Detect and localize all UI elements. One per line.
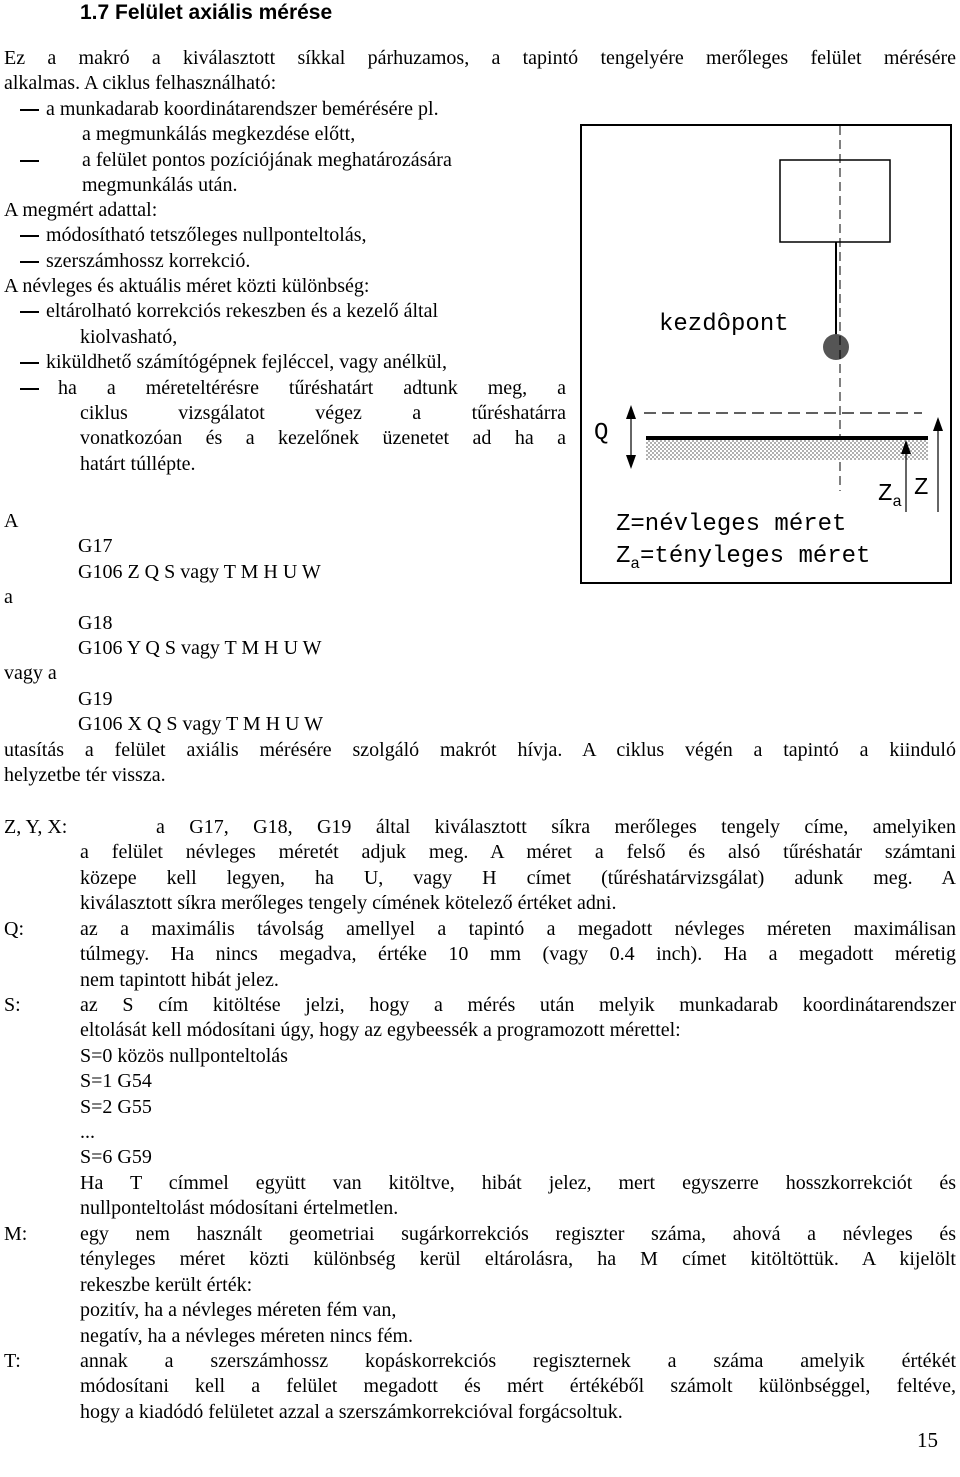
dash-bullet	[20, 311, 39, 313]
syntax-cmd: G106 X Q S vagy T M H U W	[78, 713, 324, 736]
page-number: 15	[917, 1428, 938, 1452]
measured-item: módosítható tetszőleges nullponteltolás,	[4, 223, 574, 248]
uses-item: a felület pontos pozíciójának meghatározására	[4, 148, 574, 173]
diff-item-cont: ciklus vizsgálatot végez a tűréshatárra	[80, 401, 566, 424]
z-arrow-head	[933, 417, 943, 431]
probe-diagram-svg	[582, 126, 950, 582]
param-label: S:	[4, 994, 21, 1016]
param-line: Ha T címmel együtt van kitöltve, hibát jelez, mert egyszerre hosszkorrekciót és	[80, 1171, 956, 1194]
call-paragraph	[4, 738, 956, 789]
intro-paragraph	[4, 46, 956, 97]
param-line: az a maximális távolság amellyel a tapintó a megadott névleges méreten maximálisan	[80, 918, 956, 940]
param-t	[4, 1349, 956, 1425]
uses-item-cont: megmunkálás után.	[82, 174, 238, 197]
probe-diagram	[580, 124, 952, 584]
syntax-a: vagy a	[4, 662, 57, 685]
dash-bullet	[20, 109, 39, 111]
q-label: Q	[594, 420, 609, 447]
param-line: közepe kell legyen, ha U, vagy H címet (tűréshatárvizsgálat) adunk meg. A	[80, 866, 956, 889]
diff-block	[4, 274, 566, 477]
uses-list	[4, 97, 574, 199]
probe-stylus	[835, 242, 837, 342]
param-line: S=2 G55	[80, 1095, 152, 1118]
intro-line: Ez a makró a kiválasztott síkkal párhuzamos, a tapintó tengelyére merőleges felület mérésére	[4, 47, 956, 69]
param-q	[4, 917, 956, 993]
param-line: nullponteltolást módosítani értelmetlen.	[80, 1197, 399, 1220]
param-line: S=0 közös nullponteltolás	[80, 1044, 288, 1067]
syntax-cmd: G106 Z Q S vagy T M H U W	[78, 560, 321, 583]
diff-item: kiküldhető számítógépnek fejléccel, vagy anélkül,	[4, 350, 566, 375]
param-line: negatív, ha a névleges méreten nincs fém.	[80, 1324, 414, 1347]
diff-item-cont: kiolvasható,	[80, 325, 178, 348]
syntax-g17: G17	[78, 535, 113, 558]
param-line: egy nem használt geometriai sugárkorrekciós regiszter száma, ahová a névleges és	[80, 1223, 956, 1245]
param-label: Q:	[4, 918, 24, 940]
param-label: M:	[4, 1223, 28, 1245]
param-line: S=6 G59	[80, 1146, 152, 1169]
call-line: utasítás a felület axiális mérésére szolgáló makrót hívja. A ciklus végén a tapintó a kiinduló	[4, 739, 956, 761]
param-line: ...	[80, 1120, 95, 1143]
param-line: annak a szerszámhossz kopáskorrekciós regiszternek a száma amelyik értékét	[80, 1350, 956, 1372]
param-line: pozitív, ha a névleges méreten fém van,	[80, 1299, 397, 1322]
dash-bullet	[20, 362, 39, 364]
syntax-g19: G19	[78, 687, 113, 710]
dash-bullet	[20, 235, 39, 237]
param-line: módosítani kell a felület megadott és mért értékéből számolt különbséggel, feltéve,	[80, 1375, 956, 1398]
measured-title: A megmért adattal:	[4, 199, 158, 221]
syntax-a: a	[4, 586, 13, 609]
param-line: a felület névleges méretét adjuk meg. A méret a felső és alsó tűréshatár számtani	[80, 841, 956, 864]
intro-line: alkalmas. A ciklus felhasználható:	[4, 72, 277, 95]
param-line: kiválasztott síkra merőleges tengely címének kötelező értéket adni.	[80, 892, 617, 915]
param-line: az S cím kitöltése jelzi, hogy a mérés után melyik munkadarab koordinátarendszer	[80, 994, 956, 1016]
measured-item: szerszámhossz korrekció.	[4, 249, 574, 274]
diff-title: A névleges és aktuális méret közti különbség:	[4, 275, 370, 297]
diff-item-cont: vonatkozóan és a kezelőnek üzenetet ad ha a	[80, 427, 566, 450]
call-line: helyzetbe tér vissza.	[4, 764, 166, 787]
za-label: $Z_a$	[878, 481, 903, 511]
param-line: eltolását kell módosítani úgy, hogy az egybeessék a programozott mérettel:	[80, 1019, 681, 1042]
diff-item: ha a méreteltérésre tűréshatárt adtunk meg, a	[4, 376, 566, 401]
param-label: Z, Y, X:	[4, 816, 68, 838]
legend-actual: $Z_a=tényleges$ méret	[616, 543, 871, 573]
diff-item: eltárolható korrekciós rekeszben és a kezelő által	[4, 299, 566, 324]
param-s	[4, 993, 956, 1222]
syntax-cmd: G106 Y Q S vagy T M H U W	[78, 636, 322, 659]
start-point-label: kezdôpont	[659, 311, 789, 338]
param-line: a G17, G18, G19 által kiválasztott síkra merőleges tengely címe, amelyiken	[156, 816, 956, 838]
diff-item-cont: határt túllépte.	[80, 452, 196, 475]
dash-bullet	[20, 388, 39, 390]
measured-block	[4, 198, 574, 274]
q-arrow-head	[626, 455, 636, 469]
syntax-a: A	[4, 510, 19, 532]
probe-head	[780, 160, 890, 242]
param-label: T:	[4, 1350, 21, 1372]
syntax-g18: G18	[78, 611, 113, 634]
param-line: rekeszbe került érték:	[80, 1273, 253, 1296]
uses-item: a munkadarab koordinátarendszer bemérésére pl.	[4, 97, 574, 122]
q-arrow-head	[626, 405, 636, 419]
syntax-block	[4, 509, 564, 738]
param-line: túlmegy. Ha nincs megadva, értéke 10 mm (vagy 0.4 inch). Ha a megadott méretig	[80, 943, 956, 966]
page-heading: 1.7 Felület axiális mérése	[80, 1, 333, 24]
uses-item-cont: a megmunkálás megkezdése előtt,	[82, 123, 356, 146]
z-label: Z	[914, 475, 929, 502]
param-line: nem tapintott hibát jelez.	[80, 968, 279, 991]
param-line: tényleges méret közti különbség kerül eltárolásra, ha M címet kitöltöttük. A kijelölt	[80, 1248, 956, 1271]
surface-hatch	[646, 440, 928, 460]
dash-bullet	[20, 160, 39, 162]
param-zyx	[4, 815, 956, 917]
param-line: S=1 G54	[80, 1070, 152, 1093]
legend-nominal: Z=névleges méret	[616, 511, 847, 538]
param-m	[4, 1222, 956, 1349]
surface-line	[646, 436, 928, 440]
param-line: hogy a kiadódó felületet azzal a szerszámkorrekcióval forgácsoltuk.	[80, 1400, 623, 1423]
dash-bullet	[20, 261, 39, 263]
probe-tip	[823, 334, 849, 360]
